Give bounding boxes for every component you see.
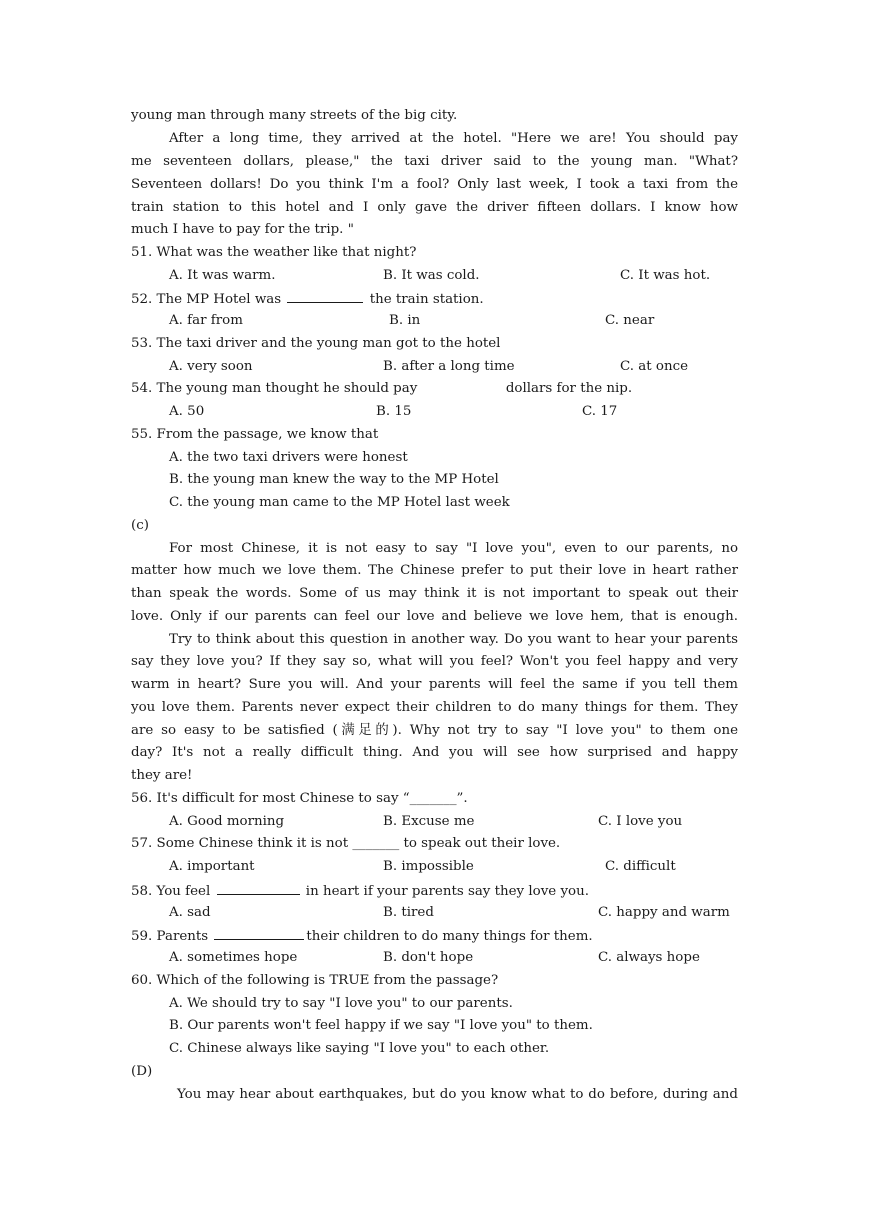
option-a[interactable]: A. It was warm.: [169, 268, 276, 283]
option-b[interactable]: B. in: [389, 313, 421, 328]
option-c[interactable]: C. difficult: [605, 859, 676, 874]
option-a[interactable]: A. far from: [169, 313, 243, 328]
stem-text: the train station.: [369, 292, 484, 307]
question-52-options: [131, 310, 738, 332]
passage-line: Try to think about this question in another way. Do you want to hear your parents: [169, 632, 738, 647]
passage-line: You may hear about earthquakes, but do you know what to do before, during and: [177, 1087, 738, 1102]
passage-line: you love them. Parents never expect their children to do many things for them. They: [131, 700, 738, 715]
section-c-label: (c): [131, 518, 149, 533]
question-57-options: [131, 856, 738, 878]
passage-line: After a long time, they arrived at the hotel. "Here we are! You should pay: [169, 131, 738, 146]
option-b[interactable]: B. It was cold.: [383, 268, 480, 283]
question-56-options: [131, 811, 738, 833]
passage-line: are so easy to be satisfied (满足的). Why not try to say "I love you" to them one: [131, 723, 738, 738]
question-54-stem: [131, 378, 738, 400]
option-c[interactable]: C. 17: [582, 404, 618, 419]
passage-line: day? It's not a really difficult thing. And you will see how surprised and happy: [131, 745, 738, 760]
question-58-stem: [131, 879, 738, 901]
option-a[interactable]: A. the two taxi drivers were honest: [169, 450, 408, 465]
option-a[interactable]: A. sometimes hope: [169, 950, 298, 965]
question-53-options: [131, 356, 738, 378]
question-60-option-c: [131, 1038, 738, 1060]
passage-line: matter how much we love them. The Chinese prefer to put their love in heart rather: [131, 563, 738, 578]
option-a[interactable]: A. We should try to say "I love you" to our parents.: [169, 996, 513, 1011]
option-b[interactable]: B. impossible: [383, 859, 474, 874]
question-60-option-b: [131, 1015, 738, 1037]
option-c[interactable]: C. happy and warm: [598, 905, 730, 920]
stem-text: their children to do many things for them.: [306, 929, 593, 944]
option-b[interactable]: B. the young man knew the way to the MP Hotel: [169, 472, 499, 487]
stem-text: 59. Parents: [131, 929, 209, 944]
question-53-stem: 53. The taxi driver and the young man got to the hotel: [131, 336, 501, 351]
question-57-stem: 57. Some Chinese think it is not _______ to speak out their love.: [131, 836, 561, 851]
option-a[interactable]: A. Good morning: [169, 814, 285, 829]
option-a[interactable]: A. important: [169, 859, 255, 874]
option-a[interactable]: A. very soon: [169, 359, 253, 374]
question-60-option-a: [131, 993, 738, 1015]
question-58-options: [131, 902, 738, 924]
stem-text: dollars for the nip.: [505, 381, 633, 396]
answer-blank: [287, 287, 363, 303]
passage-line: than speak the words. Some of us may think it is not important to speak out their: [131, 586, 738, 601]
question-60-stem: 60. Which of the following is TRUE from the passage?: [131, 973, 499, 988]
passage-line: me seventeen dollars, please," the taxi driver said to the young man. "What?: [131, 154, 738, 169]
option-c[interactable]: C. at once: [620, 359, 689, 374]
option-b[interactable]: B. 15: [376, 404, 412, 419]
question-52-stem: [131, 287, 738, 309]
question-54-options: [131, 401, 738, 423]
question-59-stem: [131, 924, 738, 946]
passage-line: For most Chinese, it is not easy to say "I love you", even to our parents, no: [169, 541, 738, 556]
passage-line: warm in heart? Sure you will. And your parents will feel the same if you tell them: [131, 677, 738, 692]
option-a[interactable]: A. 50: [169, 404, 205, 419]
answer-blank: [214, 924, 304, 940]
option-c[interactable]: C. I love you: [598, 814, 683, 829]
question-56-stem: 56. It's difficult for most Chinese to say “_______”.: [131, 791, 468, 806]
option-c[interactable]: C. always hope: [598, 950, 700, 965]
answer-blank: [217, 879, 300, 895]
option-b[interactable]: B. don't hope: [383, 950, 474, 965]
option-c[interactable]: C. the young man came to the MP Hotel last week: [169, 495, 510, 510]
option-b[interactable]: B. tired: [383, 905, 434, 920]
stem-text: 58. You feel: [131, 884, 211, 899]
option-b[interactable]: B. Excuse me: [383, 814, 475, 829]
option-c[interactable]: C. Chinese always like saying "I love you" to each other.: [169, 1041, 550, 1056]
question-59-options: [131, 947, 738, 969]
question-51-stem: 51. What was the weather like that night?: [131, 245, 417, 260]
option-b[interactable]: B. Our parents won't feel happy if we say "I love you" to them.: [169, 1018, 593, 1033]
option-b[interactable]: B. after a long time: [383, 359, 515, 374]
question-55-stem: 55. From the passage, we know that: [131, 427, 379, 442]
passage-line: love. Only if our parents can feel our love and believe we love hem, that is enough.: [131, 609, 738, 624]
section-d-label: (D): [131, 1064, 153, 1079]
question-55-option-b: [131, 469, 738, 491]
passage-line: Seventeen dollars! Do you think I'm a fool? Only last week, I took a taxi from the: [131, 177, 738, 192]
option-a[interactable]: A. sad: [169, 905, 211, 920]
question-55-option-a: [131, 447, 738, 469]
option-c[interactable]: C. It was hot.: [620, 268, 711, 283]
passage-line: much I have to pay for the trip. ": [131, 222, 354, 237]
passage-line: they are!: [131, 768, 193, 783]
passage-line: young man through many streets of the big city.: [131, 108, 458, 123]
passage-line: train station to this hotel and I only gave the driver fifteen dollars. I know how: [131, 200, 738, 215]
stem-text: 52. The MP Hotel was: [131, 292, 282, 307]
question-51-options: [131, 265, 738, 287]
stem-text: 54. The young man thought he should pay: [131, 381, 418, 396]
option-c[interactable]: C. near: [605, 313, 655, 328]
question-55-option-c: [131, 492, 738, 514]
stem-text: in heart if your parents say they love you.: [305, 884, 589, 899]
passage-line: say they love you? If they say so, what will you feel? Won't you feel happy and very: [131, 654, 738, 669]
